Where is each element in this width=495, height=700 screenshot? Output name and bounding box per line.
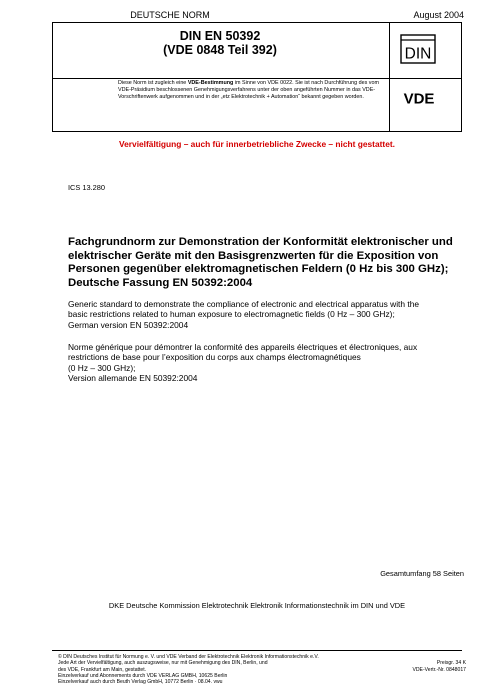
ics-code: ICS 13.280 xyxy=(68,183,105,192)
footer-copyright-line: Einzelverkauf und Abonnements durch VDE VERLAG GMBH, 10625 Berlin xyxy=(58,672,228,679)
issue-date: August 2004 xyxy=(413,10,464,20)
footer-vde-order-number: VDE-Vertr.-Nr. 0848017 xyxy=(412,666,466,673)
vde-logo xyxy=(397,91,441,105)
title-french-line: restrictions de base pour l’exposition du corps aux champs électromagnétiques xyxy=(68,352,361,363)
notice-prefix: Diese Norm ist zugleich eine xyxy=(118,80,188,86)
title-english-line: German version EN 50392:2004 xyxy=(68,319,189,330)
footer-copyright-line: © DIN Deutsches Institut für Normung e. V. und VDE Verband der Elektrotechnik Elektronik Informationstechnik e.V. xyxy=(58,654,319,660)
vde-regulation-notice xyxy=(118,80,380,101)
vde-logo-text: VDE xyxy=(403,91,435,105)
footer-rule xyxy=(52,650,462,651)
notice-bold-term: VDE-Bestimmung xyxy=(187,80,234,86)
din-logo xyxy=(400,34,436,64)
title-french-line: Version allemande EN 50392:2004 xyxy=(68,373,198,384)
title-german-line: Deutsche Fassung EN 50392:2004 xyxy=(68,276,253,289)
title-german-line: Personen gegenüber elektromagnetischen Feldern (0 Hz bis 300 GHz); xyxy=(68,263,449,275)
title-german-line: elektrischer Geräte mit den Basisgrenzwerten für die Exposition von xyxy=(68,249,439,262)
footer-copyright-line: des VDE, Frankfurt am Main, gestattet. xyxy=(58,666,147,673)
norm-type: DEUTSCHE NORM xyxy=(130,10,210,20)
title-french xyxy=(68,342,460,384)
standard-number: DIN EN 50392 xyxy=(179,29,261,43)
title-english-line: Generic standard to demonstrate the compliance of electronic and electrical apparatus with the xyxy=(68,299,420,309)
total-pages: Gesamtumfang 58 Seiten xyxy=(380,569,464,578)
footer-copyright xyxy=(58,654,418,685)
standard-number-block xyxy=(52,29,388,57)
frame-divider-vertical xyxy=(389,23,390,131)
reproduction-notice: Vervielfältigung – auch für innerbetriebliche Zwecke – nicht gestattet. xyxy=(119,139,395,149)
din-logo-text: DIN xyxy=(404,45,432,63)
footer-copyright-line: Jede Art der Vervielfältigung, auch auszugsweise, nur mit Genehmigung des DIN, Berlin, und xyxy=(58,660,268,667)
title-english-line: basic restrictions related to human exposure to electromagnetic fields (0 Hz – 300 GHz); xyxy=(68,309,395,320)
frame-divider-horizontal xyxy=(53,78,461,79)
title-english xyxy=(68,299,460,330)
notice-rest: im Sinne von VDE 0022. Sie ist nach Durchführung des vom VDE-Präsidium beschlossenen Genehmigungsverfahrens unter der oben angeführten Nummer in das VDE-Vorschriftenwerk aufgenommen und in der „etz Elektrotechnik + Automation“ bekannt gegeben worden. xyxy=(118,80,379,100)
footer-price-group: Preisgr. 34 K xyxy=(436,660,466,667)
footer-copyright-line: Einzelverkauf auch durch Beuth Verlag GmbH, 10772 Berlin · 08.04. vwu xyxy=(58,679,223,686)
title-german-line: Fachgrundnorm zur Demonstration der Konformität elektronischer und xyxy=(68,236,453,248)
committee-line: DKE Deutsche Kommission Elektrotechnik Elektronik Informationstechnik im DIN und VDE xyxy=(108,601,406,610)
title-german xyxy=(68,236,460,290)
title-french-line: (0 Hz – 300 GHz); xyxy=(68,362,136,373)
title-french-line: Norme générique pour démontrer la conformité des appareils électriques et électroniques, aux xyxy=(68,342,418,352)
vde-classification: (VDE 0848 Teil 392) xyxy=(163,43,277,57)
footer-price xyxy=(402,654,466,673)
